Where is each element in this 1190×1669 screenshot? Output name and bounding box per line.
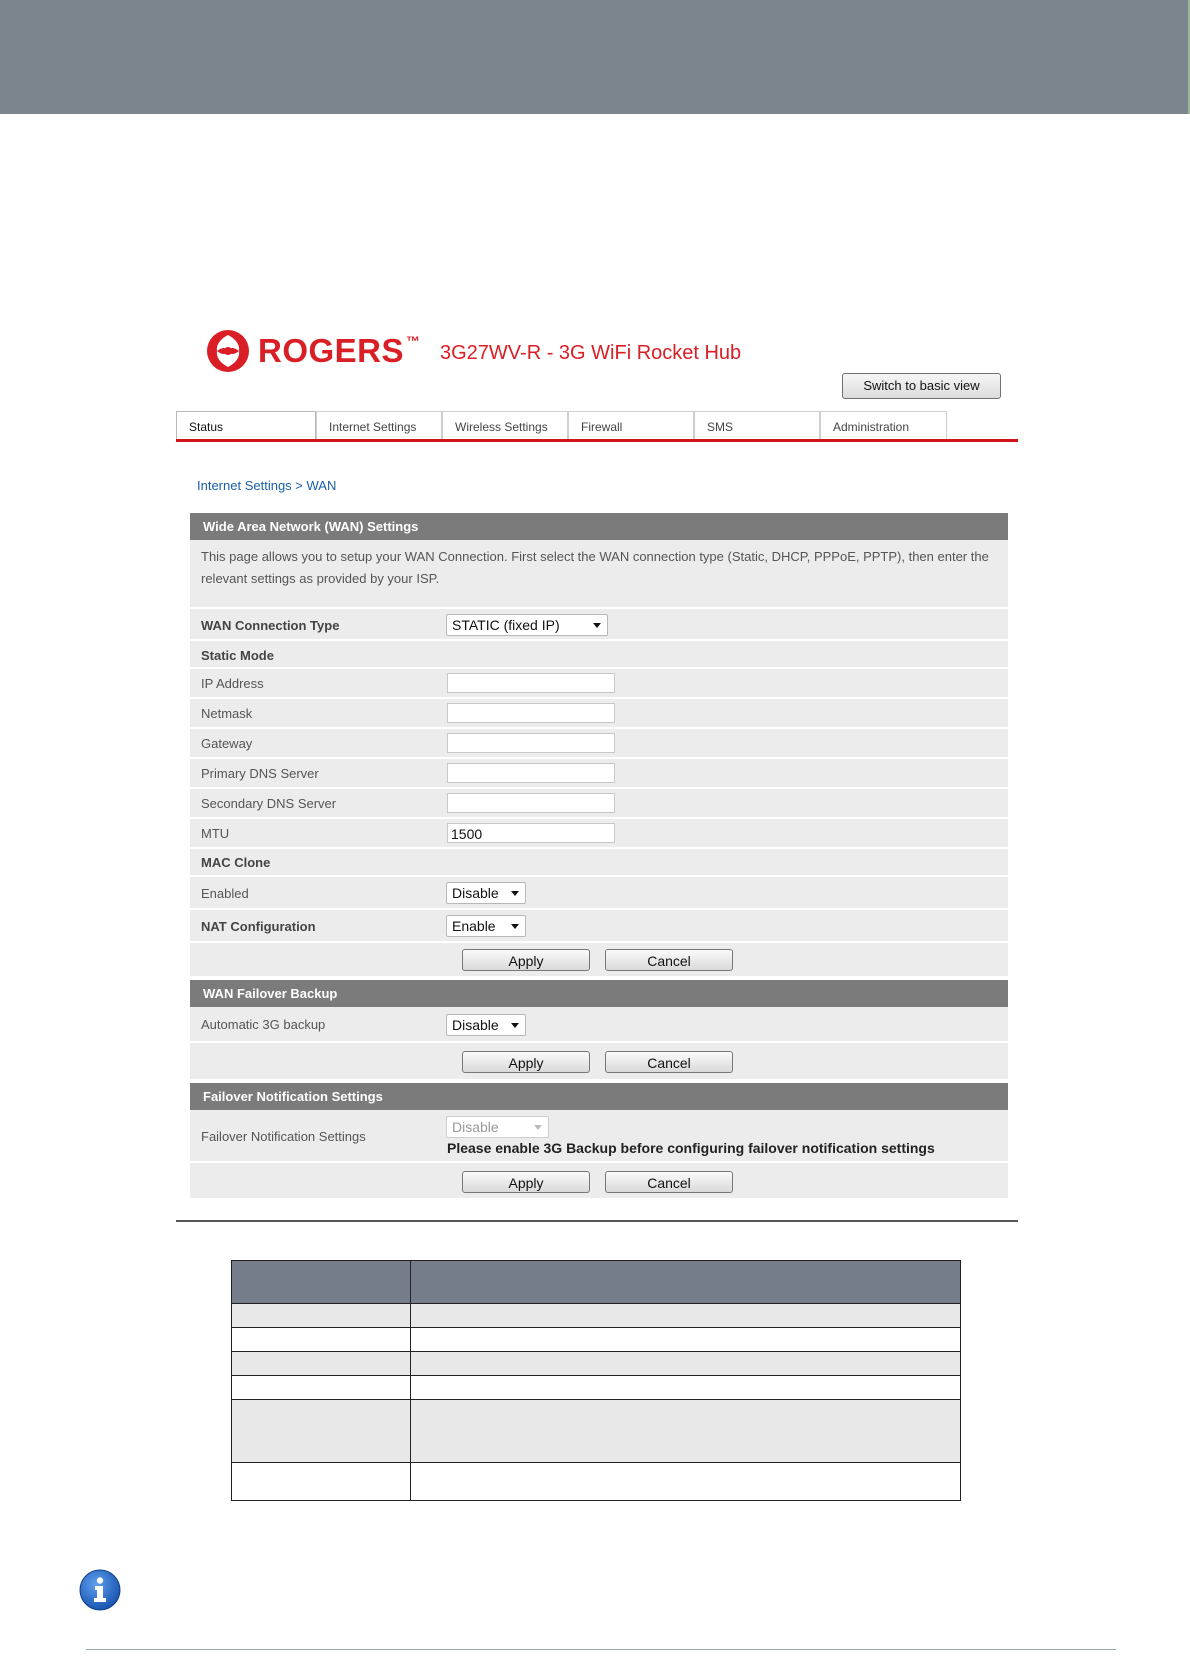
wan-apply-button[interactable]: Apply [462,949,590,971]
nat-row [190,910,1008,943]
static-mode-label: Static Mode [201,648,274,663]
mac-enabled-row [190,877,1008,910]
netmask-label: Netmask [201,706,253,721]
auto-backup-row [190,1007,1008,1043]
table-cell [232,1304,411,1328]
table-cell [232,1400,411,1463]
table-cell [411,1304,961,1328]
auto-backup-label: Automatic 3G backup [201,1017,326,1032]
failover-notification-header: Failover Notification Settings [190,1083,1008,1110]
failover-notification-actions-row [190,1163,1008,1200]
wan-description-row [190,540,1008,609]
table-row [232,1400,961,1463]
table-cell [411,1376,961,1400]
failover-backup-header: WAN Failover Backup [190,980,1008,1007]
secondary-dns-label: Secondary DNS Server [201,796,337,811]
tab-wireless-settings[interactable]: Wireless Settings [442,411,568,439]
failover-backup-apply-button[interactable]: Apply [462,1051,590,1073]
table-row [232,1328,961,1352]
failover-notification-apply-button[interactable]: Apply [462,1171,590,1193]
table-cell [411,1352,961,1376]
failover-notification-value: Disable [452,1119,499,1135]
mtu-label: MTU [201,826,230,841]
table-cell [232,1352,411,1376]
chevron-down-icon [511,924,519,929]
switch-basic-view-button[interactable]: Switch to basic view [842,373,1001,399]
primary-dns-input[interactable] [447,763,615,783]
failover-backup-actions-row [190,1043,1008,1081]
failover-backup-cancel-button[interactable]: Cancel [605,1051,733,1073]
netmask-row [190,699,1008,729]
table-row [232,1352,961,1376]
wan-actions-row [190,943,1008,978]
failover-notification-select[interactable] [446,1116,549,1138]
panel-bottom-divider [176,1220,1018,1222]
table-header-cell [232,1261,411,1304]
chevron-down-icon [511,891,519,896]
rogers-logo-icon [206,329,250,373]
table-header-cell [411,1261,961,1304]
netmask-input[interactable] [447,703,615,723]
connection-type-value: STATIC (fixed IP) [452,617,560,633]
gateway-label: Gateway [201,736,253,751]
mac-clone-row [190,849,1008,877]
table-cell [232,1463,411,1501]
chevron-down-icon [511,1023,519,1028]
connection-type-label: WAN Connection Type [201,618,340,633]
chevron-down-icon [534,1125,542,1130]
failover-notification-cancel-button[interactable]: Cancel [605,1171,733,1193]
tab-sms[interactable]: SMS [694,411,820,439]
top-banner [0,0,1190,114]
connection-type-row [190,609,1008,641]
nat-value: Enable [452,918,496,934]
ip-address-input[interactable] [447,673,615,693]
nat-select[interactable] [446,915,526,937]
tabs-underline [176,439,1018,442]
mtu-row [190,819,1008,849]
gateway-row [190,729,1008,759]
mac-enabled-label: Enabled [201,886,249,901]
trademark: ™ [406,332,421,349]
table-cell [232,1328,411,1352]
rogers-logo [206,328,420,373]
table-row [232,1463,961,1501]
info-icon [79,1569,121,1611]
main-tabs [176,411,947,440]
primary-dns-label: Primary DNS Server [201,766,319,781]
mac-enabled-value: Disable [452,885,499,901]
secondary-dns-input[interactable] [447,793,615,813]
table-cell [411,1400,961,1463]
table-row [232,1304,961,1328]
table-cell [411,1328,961,1352]
ip-address-row [190,669,1008,699]
table-row [232,1376,961,1400]
failover-notification-row [190,1110,1008,1163]
mac-enabled-select[interactable] [446,882,526,904]
table-cell [411,1463,961,1501]
connection-type-select[interactable] [446,614,608,636]
mtu-input[interactable]: 1500 [447,823,615,843]
footer-divider [86,1649,1116,1650]
table-cell [232,1376,411,1400]
auto-backup-value: Disable [452,1017,499,1033]
mac-clone-label: MAC Clone [201,855,271,870]
tab-status[interactable]: Status [176,411,316,439]
table-header-row [232,1261,961,1304]
tab-firewall[interactable]: Firewall [568,411,694,439]
wan-description: This page allows you to setup your WAN Connection. First select the WAN connection type (Static, DHCP, PPPoE, PPTP), then enter the relevant settings as provided by your ISP. [201,549,989,586]
tab-administration[interactable]: Administration [820,411,947,439]
nat-label: NAT Configuration [201,919,316,934]
failover-notification-warning: Please enable 3G Backup before configuring failover notification settings [447,1140,935,1156]
auto-backup-select[interactable] [446,1014,526,1036]
chevron-down-icon [593,623,601,628]
ip-address-label: IP Address [201,676,264,691]
failover-notification-label: Failover Notification Settings [201,1129,366,1144]
product-name: 3G27WV-R - 3G WiFi Rocket Hub [440,342,742,364]
secondary-dns-row [190,789,1008,819]
wan-cancel-button[interactable]: Cancel [605,949,733,971]
reference-table [231,1260,961,1501]
breadcrumb[interactable]: Internet Settings > WAN [197,478,337,493]
tab-internet-settings[interactable]: Internet Settings [316,411,442,439]
gateway-input[interactable] [447,733,615,753]
static-mode-row [190,641,1008,669]
primary-dns-row [190,759,1008,789]
brand-name: ROGERS [258,331,405,369]
wan-section-header: Wide Area Network (WAN) Settings [190,513,1008,540]
